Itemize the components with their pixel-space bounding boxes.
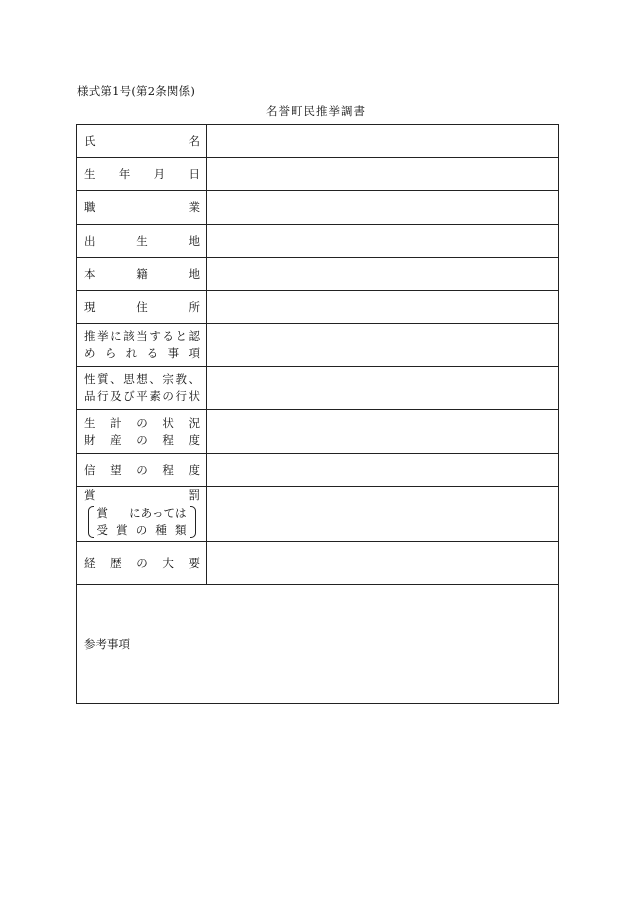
form-number: 様式第1号(第2条関係) — [77, 84, 196, 98]
label-line — [77, 166, 206, 183]
label-char: 程 — [162, 432, 174, 447]
label-char: 籍 — [136, 266, 148, 281]
label-char: 月 — [153, 166, 166, 181]
label-annotation — [77, 505, 206, 539]
label-char: 行 — [175, 389, 187, 403]
row-label — [77, 191, 207, 225]
label-char: 認 — [188, 329, 200, 343]
label-char: 業 — [188, 200, 200, 214]
form-row-occupation — [77, 191, 559, 225]
label-char: 該 — [123, 329, 135, 343]
label-char: の — [136, 462, 148, 477]
label-char: 罰 — [188, 488, 200, 502]
label-char: 本 — [84, 266, 96, 281]
row-value-field[interactable] — [207, 324, 559, 367]
annotation-line — [97, 522, 187, 539]
form-row-reputation — [77, 454, 559, 487]
label-char: 及 — [110, 389, 122, 403]
right-bracket — [190, 506, 196, 538]
label-char: 経 — [84, 555, 96, 570]
label-char: 職 — [84, 200, 96, 214]
label-char: 住 — [136, 299, 148, 314]
form-row-registered-domicile — [77, 258, 559, 291]
reference-notes-label: 参考事項 — [84, 636, 130, 651]
label-char: 挙 — [97, 329, 109, 343]
row-value-field[interactable] — [207, 291, 559, 324]
label-char: 生 — [84, 166, 96, 181]
label-char: の — [162, 389, 174, 403]
label-char: れ — [125, 346, 138, 360]
form-row-reference-notes — [77, 585, 559, 704]
label-char: 性 — [84, 372, 96, 386]
form-row-birthplace — [77, 225, 559, 258]
form-row-current-address — [77, 291, 559, 324]
recommendation-form-table — [76, 124, 559, 704]
label-char: 品 — [84, 389, 96, 403]
label-char: 宗 — [162, 372, 174, 386]
form-row-livelihood-and-assets — [77, 410, 559, 454]
label-char: 年 — [118, 166, 131, 181]
label-char: 氏 — [84, 133, 96, 148]
label-char: の — [136, 432, 148, 447]
label-char: の — [136, 555, 148, 570]
label-line — [77, 388, 206, 405]
row-value-field[interactable] — [207, 158, 559, 191]
label-char: 素 — [149, 389, 161, 403]
label-char: 度 — [188, 462, 200, 477]
label-char: 現 — [84, 299, 96, 314]
label-char: 思 — [123, 372, 135, 386]
form-row-recommendation-grounds — [77, 324, 559, 367]
label-line — [77, 233, 206, 250]
row-label — [77, 410, 207, 454]
label-line — [77, 371, 206, 388]
row-value-field[interactable] — [207, 191, 559, 225]
label-char: 計 — [110, 415, 122, 430]
label-char: 教 — [175, 372, 187, 386]
label-line — [77, 487, 206, 504]
annotation-lines — [94, 505, 190, 539]
row-label — [77, 542, 207, 585]
label-line — [77, 266, 206, 283]
row-value-field[interactable] — [207, 258, 559, 291]
row-label — [77, 454, 207, 487]
label-char: る — [162, 329, 174, 343]
label-line — [77, 199, 206, 216]
label-char: 事 — [167, 346, 180, 360]
label-char: 生 — [84, 415, 96, 430]
label-char: 程 — [162, 462, 174, 477]
reference-notes-field[interactable] — [77, 585, 559, 704]
row-value-field[interactable] — [207, 225, 559, 258]
label-char: 信 — [84, 462, 96, 477]
label-char: 想 — [136, 372, 148, 386]
row-value-field[interactable] — [207, 125, 559, 158]
label-char: 質 — [97, 372, 109, 386]
annotation-char: 類 — [175, 523, 187, 537]
label-char: 地 — [188, 233, 200, 248]
label-char: 推 — [84, 329, 96, 343]
label-char: 所 — [188, 299, 200, 314]
label-char: 度 — [188, 432, 200, 447]
label-char: 行 — [97, 389, 109, 403]
label-char: と — [175, 329, 187, 343]
label-line — [77, 415, 206, 432]
annotation-char: 種 — [155, 523, 167, 537]
row-label — [77, 324, 207, 367]
label-char: 平 — [136, 389, 148, 403]
label-char: ら — [104, 346, 117, 360]
row-label — [77, 487, 207, 542]
row-label — [77, 258, 207, 291]
row-value-field[interactable] — [207, 487, 559, 542]
form-rows — [77, 125, 559, 704]
annotation-char: にあっては — [129, 506, 187, 520]
label-line — [77, 299, 206, 316]
label-line — [77, 555, 206, 572]
label-char: 当 — [136, 329, 148, 343]
form-row-name — [77, 125, 559, 158]
label-char: 地 — [188, 266, 200, 281]
row-value-field[interactable] — [207, 410, 559, 454]
annotation-char: 受 — [96, 523, 108, 537]
label-char: 財 — [84, 432, 96, 447]
row-label — [77, 158, 207, 191]
label-char: 日 — [188, 166, 200, 181]
row-label — [77, 291, 207, 324]
annotation-line — [97, 505, 187, 522]
label-line — [77, 462, 206, 479]
label-char: め — [84, 346, 96, 360]
label-line — [77, 328, 206, 345]
label-char: 項 — [188, 346, 200, 360]
label-char: 名 — [188, 133, 200, 148]
form-row-birth-date — [77, 158, 559, 191]
row-value-field[interactable] — [207, 542, 559, 585]
label-line — [77, 133, 206, 150]
form-row-career-summary — [77, 542, 559, 585]
row-value-field[interactable] — [207, 367, 559, 410]
label-char: す — [149, 329, 161, 343]
label-char: る — [146, 346, 159, 360]
label-char: 要 — [188, 555, 200, 570]
label-char: の — [136, 415, 148, 430]
row-label — [77, 225, 207, 258]
label-char: 、 — [110, 372, 122, 386]
form-row-awards-and-penalties — [77, 487, 559, 542]
row-label — [77, 367, 207, 410]
label-char: 、 — [188, 372, 200, 386]
label-char: 産 — [110, 432, 122, 447]
label-char: 状 — [162, 415, 174, 430]
label-line — [77, 432, 206, 449]
row-label — [77, 125, 207, 158]
label-char: 歴 — [110, 555, 122, 570]
document-title: 名誉町民推挙調書 — [266, 104, 366, 118]
label-char: に — [110, 329, 122, 343]
row-value-field[interactable] — [207, 454, 559, 487]
label-char: 大 — [162, 555, 174, 570]
label-char: 賞 — [84, 488, 96, 502]
label-char: 状 — [188, 389, 200, 403]
label-char: 況 — [188, 415, 200, 430]
form-row-character-and-conduct — [77, 367, 559, 410]
label-char: 望 — [110, 462, 122, 477]
label-char: 、 — [149, 372, 161, 386]
annotation-char: 賞 — [116, 523, 128, 537]
label-char: 生 — [136, 233, 148, 248]
label-char: び — [123, 389, 135, 403]
label-line — [77, 345, 206, 362]
label-char: 出 — [84, 233, 96, 248]
annotation-char: の — [135, 523, 148, 537]
annotation-char: 賞 — [96, 506, 108, 520]
